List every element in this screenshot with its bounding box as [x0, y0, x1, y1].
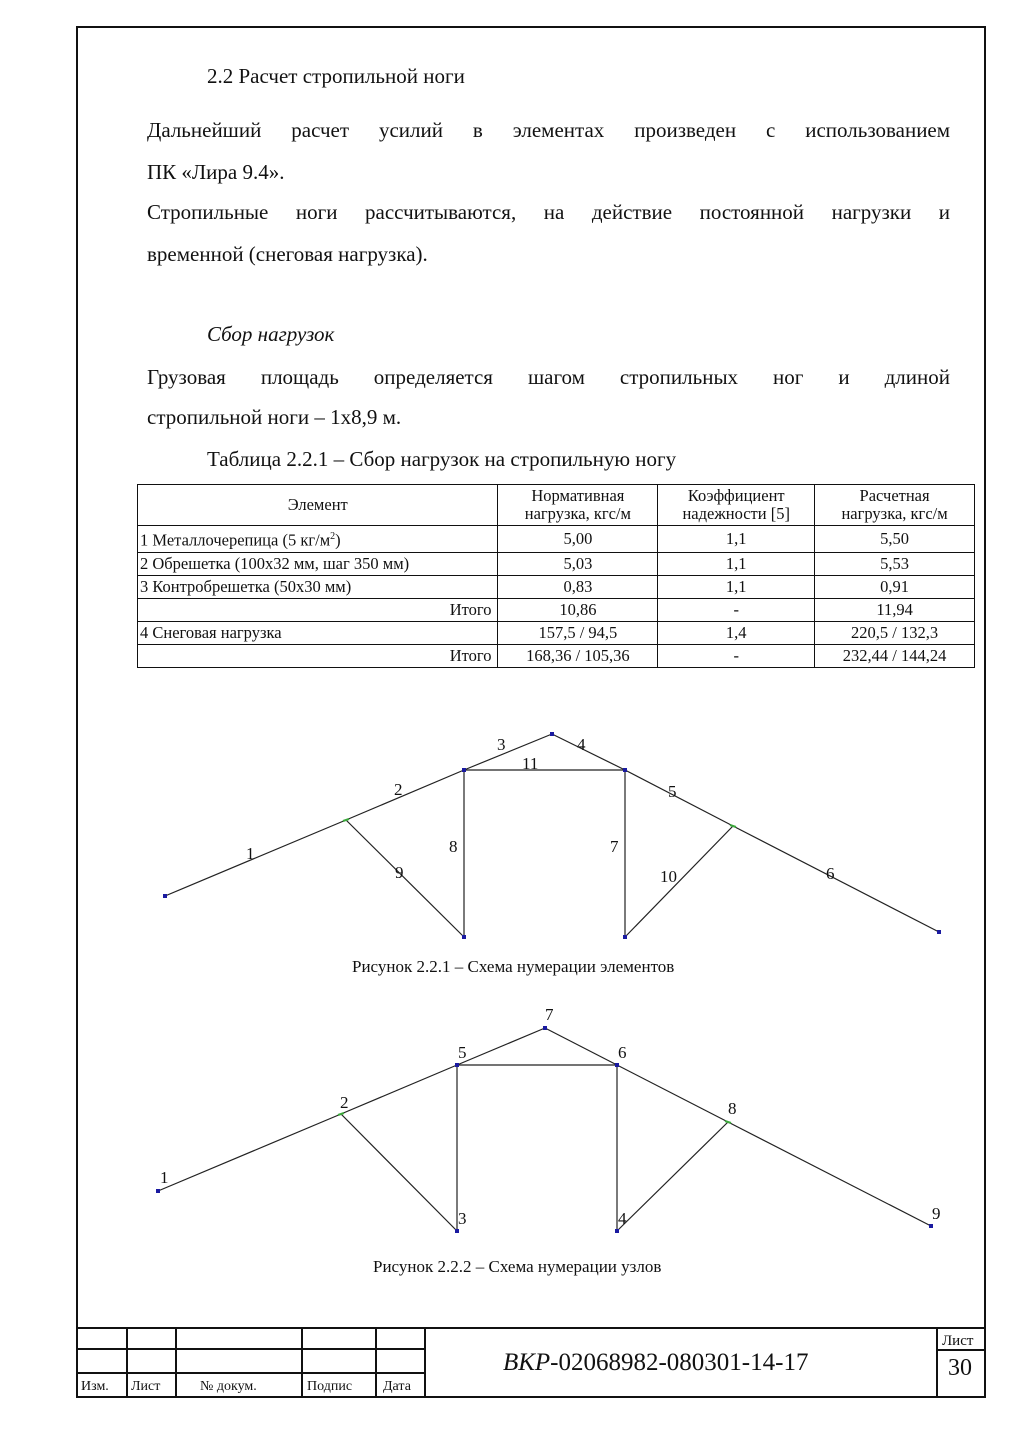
truss-member: [165, 820, 346, 896]
truss-member: [552, 734, 625, 770]
row-design: 232,44 / 144,24: [815, 644, 975, 667]
element-label: 4: [577, 735, 586, 754]
truss-member: [625, 770, 733, 826]
document-code: ВКР-02068982-080301-14-17: [503, 1349, 809, 1376]
truss-member: [464, 734, 552, 770]
truss-member: [545, 1028, 617, 1065]
table-row: [138, 575, 975, 598]
row-normative: 0,83: [498, 575, 658, 598]
element-label: 10: [660, 867, 677, 886]
stamp-divider: [375, 1327, 377, 1397]
truss-member: [728, 1122, 931, 1226]
truss-member: [617, 1122, 728, 1231]
row-coefficient: -: [658, 598, 815, 621]
node-marker: [156, 1189, 160, 1193]
row-element: 1 Металлочерепица (5 $кг/м^2$): [138, 526, 498, 553]
node-marker: [462, 768, 466, 772]
row-normative: 5,00: [498, 526, 658, 553]
paragraph-3-line-2: стропильной ноги – 1х8,9 м.: [147, 405, 402, 429]
table-caption: Таблица 2.2.1 – Сбор нагрузок на стропильную ногу: [207, 447, 677, 471]
row-coefficient: 1,1: [658, 575, 815, 598]
stamp-sheet-number: 30: [948, 1355, 972, 1381]
header-normative: Нормативная нагрузка, кгс/м: [498, 485, 658, 526]
subheading: Сбор нагрузок: [207, 322, 335, 346]
row-element: 4 Снеговая нагрузка: [138, 621, 498, 644]
row-normative: 10,86: [498, 598, 658, 621]
node-label: 8: [728, 1099, 737, 1118]
node-label: 4: [618, 1209, 627, 1228]
row-design: 0,91: [815, 575, 975, 598]
figure-1-caption: Рисунок 2.2.1 – Схема нумерации элементов: [352, 957, 675, 976]
row-element: Итого: [138, 644, 498, 667]
row-coefficient: 1,1: [658, 526, 815, 553]
header-element: Элемент: [138, 485, 498, 526]
stamp-list: Лист: [131, 1379, 161, 1394]
stamp-divider: [175, 1327, 177, 1397]
table-header-row: [138, 485, 975, 526]
truss-member: [625, 826, 733, 937]
row-coefficient: 1,1: [658, 552, 815, 575]
row-coefficient: 1,4: [658, 621, 815, 644]
truss-member: [341, 1114, 457, 1231]
truss-member: [457, 1028, 545, 1065]
node-marker: [623, 768, 627, 772]
stamp-izm: Изм.: [81, 1379, 109, 1394]
stamp-divider: [126, 1327, 128, 1397]
row-element: Итого: [138, 598, 498, 621]
node-marker: [455, 1063, 459, 1067]
stamp-doc-no: № докум.: [200, 1379, 257, 1394]
row-normative: 157,5 / 94,5: [498, 621, 658, 644]
row-design: 5,53: [815, 552, 975, 575]
table-row: [138, 552, 975, 575]
row-normative: 168,36 / 105,36: [498, 644, 658, 667]
truss-member: [346, 820, 464, 937]
paragraph-3-line-1: Грузовая площадь определяется шагом стропильных ног и длиной: [147, 365, 951, 389]
truss-member: [158, 1114, 341, 1191]
node-marker: [462, 935, 466, 939]
truss-member: [341, 1065, 457, 1114]
row-normative: 5,03: [498, 552, 658, 575]
paragraph-1-line-2: ПК «Лира 9.4».: [147, 160, 285, 184]
element-label: 6: [826, 864, 835, 883]
stamp-row-line: [78, 1372, 426, 1374]
node-marker: [929, 1224, 933, 1228]
row-element: 2 Обрешетка (100х32 мм, шаг 350 мм): [138, 552, 498, 575]
element-label: 2: [394, 780, 403, 799]
stamp-divider: [424, 1327, 426, 1397]
node-marker: [543, 1026, 547, 1030]
node-label: 2: [340, 1093, 349, 1112]
table-row: [138, 598, 975, 621]
title-block: [78, 1327, 986, 1397]
element-numbering-diagram: [0, 720, 1024, 950]
joint-marker: [725, 1121, 731, 1123]
node-label: 7: [545, 1005, 554, 1024]
element-label: 1: [246, 844, 255, 863]
node-marker: [937, 930, 941, 934]
stamp-data: Дата: [383, 1379, 411, 1394]
row-coefficient: -: [658, 644, 815, 667]
row-design: 5,50: [815, 526, 975, 553]
section-title: 2.2 Расчет стропильной ноги: [207, 64, 465, 88]
element-label: 7: [610, 837, 619, 856]
element-label: 8: [449, 837, 458, 856]
node-numbering-diagram: [0, 1005, 1024, 1245]
node-label: 6: [618, 1043, 627, 1062]
loads-table: [137, 484, 975, 668]
header-coefficient: Коэффициент надежности [5]: [658, 485, 815, 526]
table-row: [138, 621, 975, 644]
stamp-divider: [936, 1327, 938, 1397]
element-label: 5: [668, 782, 677, 801]
node-label: 3: [458, 1209, 467, 1228]
truss-member: [733, 826, 939, 932]
joint-marker: [343, 819, 349, 821]
row-design: 11,94: [815, 598, 975, 621]
node-marker: [623, 935, 627, 939]
node-marker: [615, 1229, 619, 1233]
row-design: 220,5 / 132,3: [815, 621, 975, 644]
node-label: 5: [458, 1043, 467, 1062]
element-label: 3: [497, 735, 506, 754]
stamp-podpis: Подпис: [307, 1379, 353, 1394]
stamp-divider: [301, 1327, 303, 1397]
stamp-sheet-label: Лист: [942, 1333, 974, 1349]
paragraph-2-line-2: временной (снеговая нагрузка).: [147, 242, 428, 266]
figure-2-caption: Рисунок 2.2.2 – Схема нумерации узлов: [373, 1257, 662, 1276]
node-marker: [615, 1063, 619, 1067]
node-marker: [550, 732, 554, 736]
stamp-row-line: [78, 1348, 426, 1350]
paragraph-2-line-1: Стропильные ноги рассчитываются, на действие постоянной нагрузки и: [147, 200, 950, 224]
node-label: 9: [932, 1204, 941, 1223]
truss-member: [617, 1065, 728, 1122]
truss-member: [346, 770, 464, 820]
joint-marker: [730, 825, 736, 827]
node-marker: [455, 1229, 459, 1233]
joint-marker: [338, 1113, 344, 1115]
paragraph-1-line-1: Дальнейший расчет усилий в элементах произведен с использованием: [147, 118, 951, 142]
node-marker: [163, 894, 167, 898]
row-element: 3 Контробрешетка (50х30 мм): [138, 575, 498, 598]
table-row: [138, 526, 975, 553]
stamp-top-line: [78, 1327, 986, 1329]
header-design: Расчетная нагрузка, кгс/м: [815, 485, 975, 526]
element-label: 9: [395, 863, 404, 882]
node-label: 1: [160, 1168, 169, 1187]
element-label: 11: [522, 754, 539, 773]
table-row: [138, 644, 975, 667]
